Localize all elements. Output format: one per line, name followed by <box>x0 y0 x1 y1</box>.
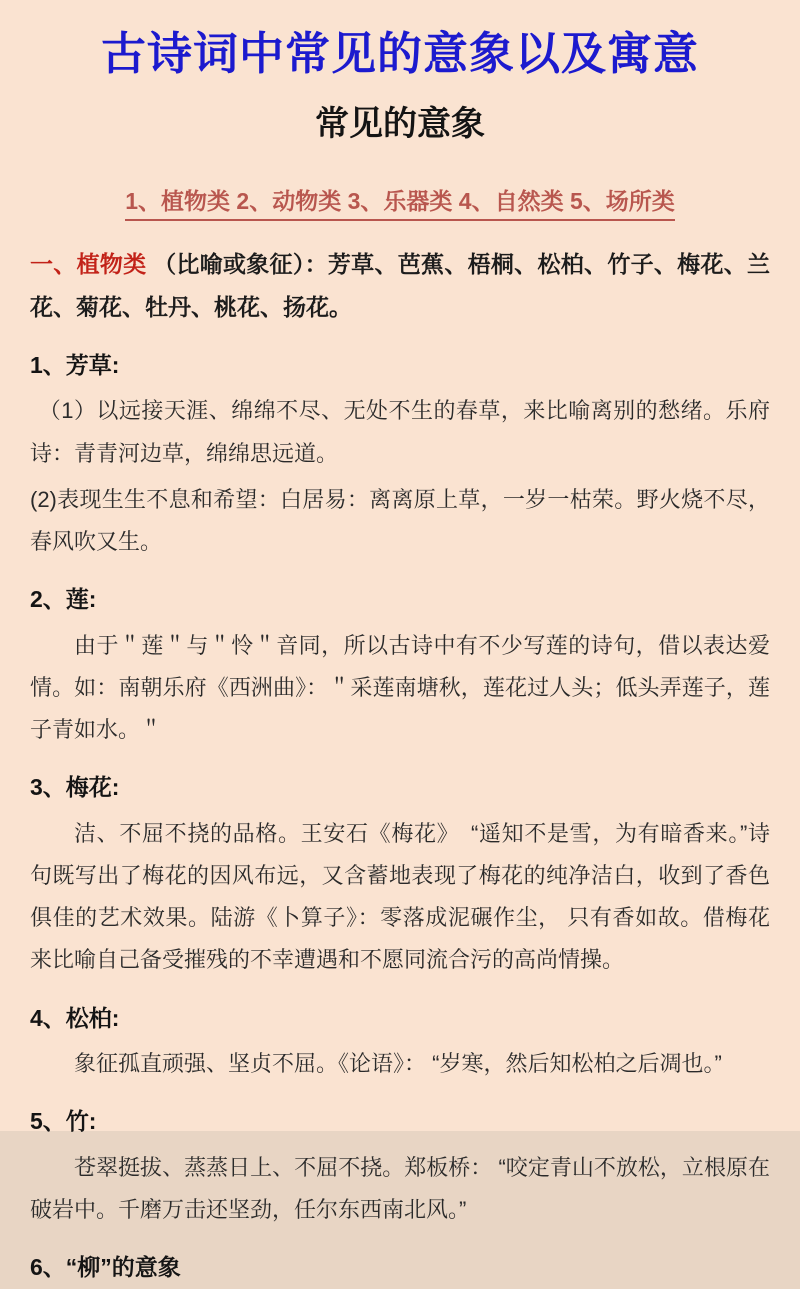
item-paragraph: 苍翠挺拔、蒸蒸日上、不屈不挠。郑板桥： “咬定青山不放松，立根原在破岩中。千磨万击还坚劲，任尔东西南北风。” <box>30 1154 770 1222</box>
item-label-liu: 6、“柳”的意象 <box>30 1254 181 1281</box>
item-label-lian: 2、莲: <box>30 586 97 613</box>
item-label-zhu: 5、竹: <box>30 1108 97 1135</box>
item-paragraph: 由于＂莲＂与＂怜＂音同，所以古诗中有不少写莲的诗句，借以表达爱情。如：南朝乐府《西洲曲》：＂采莲南塘秋，莲花过人头；低头弄莲子，莲子青如水。＂ <box>30 632 770 743</box>
item-paragraph: (2)表现生生不息和希望：白居易：离离原上草，一岁一枯荣。野火烧不尽，春风吹又生。 <box>30 486 770 555</box>
item-paragraph: （1）以远接天涯、绵绵不尽、无处不生的春草，来比喻离别的愁绪。乐府诗：青青河边草，绵绵思远道。 <box>30 398 770 466</box>
item-paragraph: 洁、不屈不挠的品格。王安石《梅花》 “遥知不是雪，为有暗香来。”诗句既写出了梅花的因风布远，又含蓄地表现了梅花的纯净洁白，收到了香色俱佳的艺术效果。陆游《卜算子》：零落成泥碾作尘， 只有香如故。借梅花来比喻自己备受摧残的不幸遭遇和不愿同流合污的高尚情操。 <box>30 820 770 973</box>
section-heading <box>30 243 770 329</box>
section-heading-number: 一、植物类 <box>30 251 147 278</box>
item-label-meihua: 3、梅花: <box>30 774 120 801</box>
item-paragraph: 象征孤直顽强、坚贞不屈。《论语》： “岁寒，然后知松柏之后凋也。” <box>74 1051 722 1077</box>
category-nav-text: 1、植物类 2、动物类 3、乐器类 4、自然类 5、场所类 <box>125 187 675 222</box>
page-subtitle: 常见的意象 <box>315 104 485 143</box>
item-label-fangcao: 1、芳草: <box>30 351 120 378</box>
category-nav <box>30 187 770 222</box>
item-label-songbai: 4、松柏: <box>30 1004 120 1031</box>
section-heading-rest: （比喻或象征）：芳草、芭蕉、梧桐、松柏、竹子、梅花、兰花、菊花、牡丹、桃花、扬花。 <box>30 251 771 321</box>
page-title: 古诗词中常见的意象以及寓意 <box>100 28 699 79</box>
